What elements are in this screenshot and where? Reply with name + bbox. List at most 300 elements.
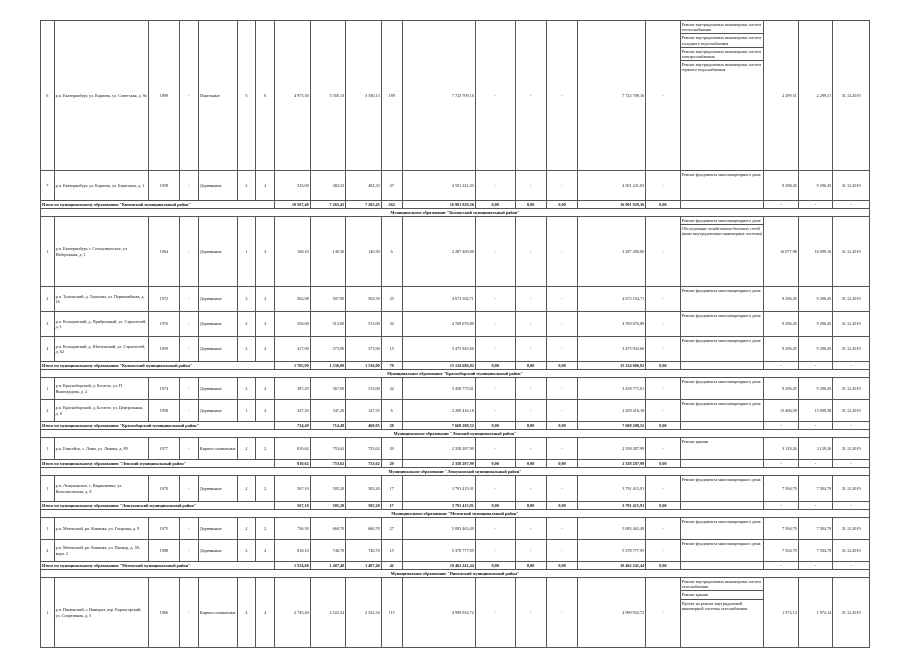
work-types-cell <box>680 578 764 648</box>
row-number: 2 <box>41 540 55 562</box>
work-type-item: Проект на ремонт внутридомовой инженерной системы газоснабжения <box>681 600 748 611</box>
wall-material-cell: Деревянные <box>198 378 237 400</box>
commission-year-cell: - <box>180 217 199 287</box>
local-budget-cell: - <box>546 518 577 540</box>
max-unit-cost-cell: 9 296,45 <box>798 337 832 362</box>
total-local: 0,00 <box>546 502 577 510</box>
total-regional: 0,00 <box>515 422 546 430</box>
residential-area-cell: 140,30 <box>346 217 382 287</box>
table-row <box>41 337 870 362</box>
residents-cell: 27 <box>381 171 402 201</box>
total-works-empty <box>680 422 764 430</box>
wall-material-cell: Деревянные <box>198 400 237 422</box>
total-local: 0,00 <box>546 460 577 468</box>
row-number: 1 <box>41 476 55 502</box>
wall-material-cell: Деревянные <box>198 287 237 312</box>
address-cell: р.п. Екатеринбург, г. Сельцовчатское, ул. Набережная, д. 1 <box>54 217 148 287</box>
total-regional: 0,00 <box>515 201 546 209</box>
max-unit-cost-cell: 9 296,45 <box>798 171 832 201</box>
total-unit-cost: - <box>764 562 798 570</box>
fund-cell: - <box>475 21 515 171</box>
total-area-cell: 387,29 <box>275 378 311 400</box>
total-row <box>41 460 870 468</box>
residents-cell: 32 <box>381 312 402 337</box>
work-type-item: Ремонт фундамента многоквартирного дома <box>681 217 764 225</box>
completion-date-cell: 31.12.2019 <box>833 400 870 422</box>
entrances-cell: 2 <box>256 378 275 400</box>
unit-cost-cell: 9 296,45 <box>764 312 798 337</box>
total-row <box>41 362 870 370</box>
work-types-cell <box>680 476 764 502</box>
repair-cost-cell: 4 769 076,89 <box>402 312 475 337</box>
total-label: Итого по муниципальному образованию "Кипенский муниципальный район" <box>41 201 275 209</box>
completion-date-cell: 31.12.2019 <box>833 312 870 337</box>
row-number: 1 <box>41 578 55 648</box>
residential-area-cell: 373,90 <box>346 337 382 362</box>
entrances-cell: 2 <box>256 217 275 287</box>
total-date: - <box>833 460 870 468</box>
fund-cell: - <box>475 378 515 400</box>
fund-cell: - <box>475 400 515 422</box>
residential-area-cell: 660,70 <box>346 518 382 540</box>
residents-cell: 22 <box>381 378 402 400</box>
commission-year-cell: - <box>180 518 199 540</box>
commission-year-cell: - <box>180 540 199 562</box>
floors-cell: 2 <box>237 378 256 400</box>
work-type-item: Ремонт внутридомовых инженерных систем газоснабжения <box>681 578 764 591</box>
completion-date-cell: 31.12.2019 <box>833 21 870 171</box>
wall-material-cell: Деревянные <box>198 476 237 502</box>
residents-cell: 27 <box>381 518 402 540</box>
total-premises-area: 714,49 <box>310 422 346 430</box>
fund-cell: - <box>475 518 515 540</box>
address-cell: р.п. Мезенский, рп. Каменка, ул. Пионер, д. 38, корп. 2 <box>54 540 148 562</box>
floors-cell: 2 <box>237 171 256 201</box>
total-premises-area: 505,20 <box>310 502 346 510</box>
completion-date-cell: 31.12.2019 <box>833 518 870 540</box>
total-fund: 0,00 <box>475 422 515 430</box>
work-type-item: Ремонт фундамента многоквартирного дома <box>681 519 761 524</box>
address-cell: р.п. Енисейск, с. Лены, ул. Ленина, д. 89 <box>54 438 148 460</box>
max-unit-cost-cell: 15 009,58 <box>798 400 832 422</box>
residents-cell: 15 <box>381 337 402 362</box>
regional-budget-cell: - <box>515 540 546 562</box>
total-owners: 16 901 929,36 <box>578 201 646 209</box>
total-area-cell: 818,10 <box>275 540 311 562</box>
year-cell: 1959 <box>148 337 179 362</box>
total-max-unit-cost: - <box>798 460 832 468</box>
completion-date-cell: 31.12.2019 <box>833 540 870 562</box>
table-row <box>41 217 870 287</box>
completion-date-cell: 31.12.2019 <box>833 378 870 400</box>
owners-funds-cell: 2 358 287,99 <box>578 438 646 460</box>
address-cell: р.п. Кольцовский, д. Прибрежный, ул. Строителей, д. 1 <box>54 312 148 337</box>
year-cell: 1958 <box>148 400 179 422</box>
total-unit-cost: - <box>764 502 798 510</box>
entrances-cell: 2 <box>256 312 275 337</box>
work-types-cell <box>680 312 764 337</box>
total-regional: 0,00 <box>515 362 546 370</box>
total-area: 10 567,40 <box>275 201 311 209</box>
floors-cell: 2 <box>237 540 256 562</box>
max-unit-cost-cell: 9 296,45 <box>798 312 832 337</box>
unit-cost-cell: 3 129,26 <box>764 438 798 460</box>
entrances-cell: 2 <box>256 287 275 312</box>
total-works-empty <box>680 460 764 468</box>
total-unit-cost: - <box>764 460 798 468</box>
residents-cell: 6 <box>381 217 402 287</box>
premises-area-cell: 347,20 <box>310 400 346 422</box>
total-max-unit-cost: - <box>798 562 832 570</box>
premises-area-cell: 484,33 <box>310 171 346 201</box>
total-fund: 0,00 <box>475 562 515 570</box>
residential-area-cell: 3 350,13 <box>346 21 382 171</box>
total-date: - <box>833 201 870 209</box>
work-type-item: Ремонт фундамента многоквартирного дома <box>681 541 761 546</box>
local-budget-cell: - <box>546 21 577 171</box>
total-owners: 15 124 686,82 <box>578 362 646 370</box>
total-area: 1 554,60 <box>275 562 311 570</box>
entrances-cell: 2 <box>256 540 275 562</box>
total-label: Итого по муниципальному образованию "Мезенский муниципальный район" <box>41 562 275 570</box>
row-number: 4 <box>41 337 55 362</box>
total-row <box>41 502 870 510</box>
total-premises-area: 1 536,00 <box>310 362 346 370</box>
total-cost: 7 668 208,52 <box>402 422 475 430</box>
work-type-item: Ремонт фундамента многоквартирного дома <box>681 172 761 177</box>
work-types-cell <box>680 337 764 362</box>
owners-funds-cell: 4 769 076,89 <box>578 312 646 337</box>
repair-cost-cell: 3 475 943,66 <box>402 337 475 362</box>
residential-area-cell: 2 522,34 <box>346 578 382 648</box>
owners-funds-cell: 7 723 709,16 <box>578 21 646 171</box>
total-regional: 0,00 <box>515 562 546 570</box>
wall-material-cell: Кирпич силикатные <box>198 578 237 648</box>
table-row <box>41 312 870 337</box>
total-date: - <box>833 502 870 510</box>
table-row <box>41 476 870 502</box>
total-unit-cost: - <box>764 362 798 370</box>
work-type-item: Ремонт фундамента многоквартирного дома <box>681 477 761 482</box>
residents-cell: 15 <box>381 540 402 562</box>
total-works-empty <box>680 201 764 209</box>
entrances-cell: 2 <box>256 476 275 502</box>
total-local: 0,00 <box>546 422 577 430</box>
total-residents: 28 <box>381 422 402 430</box>
document-page <box>40 20 870 648</box>
floors-cell: 5 <box>237 21 256 171</box>
completion-date-cell: 31.12.2019 <box>833 171 870 201</box>
completion-date-cell: 31.12.2019 <box>833 287 870 312</box>
other-funds-cell: - <box>646 518 680 540</box>
total-cost: 2 358 287,99 <box>402 460 475 468</box>
regional-budget-cell: - <box>515 438 546 460</box>
max-unit-cost-cell: 2 299,51 <box>798 21 832 171</box>
max-unit-cost-cell: 9 296,45 <box>798 378 832 400</box>
total-residential-area: 7 265,45 <box>346 201 382 209</box>
total-label: Итого по муниципальному образованию "Красноборский муниципальный район" <box>41 422 275 430</box>
premises-area-cell: 753,62 <box>310 438 346 460</box>
total-cost: 3 791 415,91 <box>402 502 475 510</box>
repair-cost-cell: 4 999 932,72 <box>402 578 475 648</box>
entrances-cell: 6 <box>256 21 275 171</box>
total-fund: 0,00 <box>475 201 515 209</box>
address-cell: р.п. Пинежский, г. Нянюрьт, пер. Карпогорский, ул. Спортивная, д. 5 <box>54 578 148 648</box>
repair-cost-cell: 2 358 287,99 <box>402 438 475 460</box>
owners-funds-cell: 2 287 400,00 <box>578 217 646 287</box>
floors-cell: 2 <box>237 337 256 362</box>
total-area-cell: 567,10 <box>275 476 311 502</box>
total-other: 0,00 <box>646 502 680 510</box>
unit-cost-cell: 7 504,79 <box>764 476 798 502</box>
table-row <box>41 287 870 312</box>
floors-cell: 4 <box>237 578 256 648</box>
table-row <box>41 518 870 540</box>
wall-material-cell: Деревянные <box>198 337 237 362</box>
repair-cost-cell: 2 287 400,00 <box>402 217 475 287</box>
municipality-title: Муниципальное образование "Колпасский муниципальный район" <box>41 209 870 217</box>
owners-funds-cell: 3 791 415,91 <box>578 476 646 502</box>
regional-budget-cell: - <box>515 378 546 400</box>
fund-cell: - <box>475 171 515 201</box>
work-types-cell <box>680 287 764 312</box>
total-area: 734,49 <box>275 422 311 430</box>
owners-funds-cell: 4 501 241,03 <box>578 171 646 201</box>
year-cell: 1958 <box>148 171 179 201</box>
fund-cell: - <box>475 578 515 648</box>
regional-budget-cell: - <box>515 312 546 337</box>
residential-area-cell: 746,70 <box>346 540 382 562</box>
repair-cost-cell: 5 378 777,95 <box>402 540 475 562</box>
unit-cost-cell: 9 296,45 <box>764 337 798 362</box>
year-cell: 1964 <box>148 217 179 287</box>
total-regional: 0,00 <box>515 460 546 468</box>
local-budget-cell: - <box>546 578 577 648</box>
premises-area-cell: 3 350,13 <box>310 21 346 171</box>
wall-material-cell: Деревянные <box>198 540 237 562</box>
row-number: 1 <box>41 518 55 540</box>
other-funds-cell: - <box>646 171 680 201</box>
total-local: 0,00 <box>546 201 577 209</box>
max-unit-cost-cell: 7 504,79 <box>798 540 832 562</box>
repair-cost-cell: 2 209 416,18 <box>402 400 475 422</box>
other-funds-cell: - <box>646 578 680 648</box>
year-cell: 1899 <box>148 21 179 171</box>
residential-area-cell: 513,00 <box>346 312 382 337</box>
total-residents: 78 <box>381 362 402 370</box>
residents-cell: 17 <box>381 476 402 502</box>
total-works-empty <box>680 502 764 510</box>
premises-area-cell: 2 522,34 <box>310 578 346 648</box>
residents-cell: 25 <box>381 287 402 312</box>
other-funds-cell: - <box>646 337 680 362</box>
total-date: - <box>833 362 870 370</box>
fund-cell: - <box>475 438 515 460</box>
municipality-title: Муниципальное образование "Ленский муниципальный район" <box>41 430 870 438</box>
other-funds-cell: - <box>646 378 680 400</box>
work-type-item: Ремонт фундамента многоквартирного дома <box>681 338 761 343</box>
address-cell: р.п. Туношский, д. Туношна, ул. Первомайская, д. 16 <box>54 287 148 312</box>
address-cell: р.п. Красноборский, д. Богатое, ул. Центральная, д. 9 <box>54 400 148 422</box>
premises-area-cell: 507,90 <box>310 287 346 312</box>
max-unit-cost-cell: 16 099,16 <box>798 217 832 287</box>
municipality-title: Муниципальное образование "Лешуконский муниципальный район" <box>41 468 870 476</box>
owners-funds-cell: 5 083 463,49 <box>578 518 646 540</box>
work-types-cell <box>680 171 764 201</box>
total-premises-area: 7 265,45 <box>310 201 346 209</box>
table-row <box>41 171 870 201</box>
local-budget-cell: - <box>546 378 577 400</box>
total-residents: 42 <box>381 562 402 570</box>
work-type-item: Ремонт фундамента многоквартирного дома <box>681 313 761 318</box>
total-cost: 10 462 241,44 <box>402 562 475 570</box>
total-max-unit-cost: - <box>798 502 832 510</box>
work-types-cell <box>680 378 764 400</box>
total-cost: 16 901 929,36 <box>402 201 475 209</box>
wall-material-cell: Кирпич силикатные <box>198 438 237 460</box>
total-local: 0,00 <box>546 562 577 570</box>
total-premises-area: 753,62 <box>310 460 346 468</box>
work-type-item: Ремонт внутридомовых инженерных систем холодного водоснабжения <box>681 34 764 47</box>
residential-area-cell: 753,62 <box>346 438 382 460</box>
other-funds-cell: - <box>646 217 680 287</box>
total-cost: 15 124 686,82 <box>402 362 475 370</box>
total-local: 0,00 <box>546 362 577 370</box>
regional-budget-cell: - <box>515 518 546 540</box>
floors-cell: 2 <box>237 518 256 540</box>
repair-program-table <box>40 20 870 648</box>
premises-area-cell: 505,20 <box>310 476 346 502</box>
row-number: 7 <box>41 171 55 201</box>
total-label: Итого по муниципальному образованию "Колпасский муниципальный район" <box>41 362 275 370</box>
total-residents: 262 <box>381 201 402 209</box>
municipality-header <box>41 370 870 378</box>
work-types-cell <box>680 518 764 540</box>
repair-cost-cell: 4 673 104,71 <box>402 287 475 312</box>
other-funds-cell: - <box>646 21 680 171</box>
owners-funds-cell: 3 458 775,01 <box>578 378 646 400</box>
owners-funds-cell: 3 475 943,66 <box>578 337 646 362</box>
total-max-unit-cost: - <box>798 201 832 209</box>
residents-cell: 189 <box>381 21 402 171</box>
commission-year-cell: - <box>180 21 199 171</box>
total-residents: 17 <box>381 502 402 510</box>
premises-area-cell: 373,90 <box>310 337 346 362</box>
row-number: 1 <box>41 217 55 287</box>
total-label: Итого по муниципальному образованию "Ленский муниципальный район" <box>41 460 275 468</box>
total-fund: 0,00 <box>475 502 515 510</box>
work-type-item: Ремонт крыши <box>681 439 709 444</box>
premises-area-cell: 746,70 <box>310 540 346 562</box>
repair-cost-cell: 3 458 775,01 <box>402 378 475 400</box>
total-label: Итого по муниципальному образованию "Лешуконский муниципальный район" <box>41 502 275 510</box>
residential-area-cell: 484,33 <box>346 171 382 201</box>
commission-year-cell: - <box>180 438 199 460</box>
year-cell: 1966 <box>148 578 179 648</box>
work-type-item: Ремонт внутридомовых инженерных систем электроснабжения <box>681 48 764 61</box>
total-area: 567,10 <box>275 502 311 510</box>
max-unit-cost-cell: 9 296,45 <box>798 287 832 312</box>
entrances-cell: 4 <box>256 578 275 648</box>
municipality-header <box>41 430 870 438</box>
unit-cost-cell: 9 298,45 <box>764 171 798 201</box>
completion-date-cell: 31.12.2019 <box>833 337 870 362</box>
address-cell: р.п. Екатеринбург, ул. Карпова, ул. Береговая, д. 1 <box>54 171 148 201</box>
municipality-title: Муниципальное образование "Мезенский муниципальный район" <box>41 510 870 518</box>
table-row <box>41 438 870 460</box>
regional-budget-cell: - <box>515 217 546 287</box>
total-row <box>41 201 870 209</box>
unit-cost-cell: 9 296,45 <box>764 378 798 400</box>
entrances-cell: 4 <box>256 400 275 422</box>
owners-funds-cell: 4 999 932,72 <box>578 578 646 648</box>
total-other: 0,00 <box>646 201 680 209</box>
work-type-item: Ремонт фундамента многоквартирного дома <box>681 288 761 293</box>
repair-cost-cell: 5 083 463,49 <box>402 518 475 540</box>
row-number: 1 <box>41 378 55 400</box>
other-funds-cell: - <box>646 540 680 562</box>
fund-cell: - <box>475 337 515 362</box>
floors-cell: 2 <box>237 287 256 312</box>
local-budget-cell: - <box>546 312 577 337</box>
total-area: 810,62 <box>275 460 311 468</box>
premises-area-cell: 660,70 <box>310 518 346 540</box>
unit-cost-cell: 1 974,14 <box>764 578 798 648</box>
regional-budget-cell: - <box>515 400 546 422</box>
unit-cost-cell: 15 406,58 <box>764 400 798 422</box>
repair-cost-cell: 3 791 415,91 <box>402 476 475 502</box>
fund-cell: - <box>475 217 515 287</box>
work-types-cell <box>680 438 764 460</box>
total-unit-cost: - <box>764 201 798 209</box>
total-works-empty <box>680 562 764 570</box>
municipality-title: Муниципальное образование "Пинежский муниципальный район" <box>41 570 870 578</box>
total-residents: 29 <box>381 460 402 468</box>
other-funds-cell: - <box>646 438 680 460</box>
commission-year-cell: - <box>180 578 199 648</box>
address-cell: р.п. Мезенский, рп. Каменка, ул. Гагарина, д. 9 <box>54 518 148 540</box>
address-cell: р.п. Екатеринбург, ул. Карпова, ул. Советская, д. 9а <box>54 21 148 171</box>
total-area-cell: 562,98 <box>275 287 311 312</box>
regional-budget-cell: - <box>515 578 546 648</box>
total-other: 0,00 <box>646 460 680 468</box>
premises-area-cell: 513,00 <box>310 312 346 337</box>
wall-material-cell: Деревянные <box>198 312 237 337</box>
wall-material-cell: Деревянные <box>198 217 237 287</box>
total-max-unit-cost: - <box>798 362 832 370</box>
total-max-unit-cost: - <box>798 422 832 430</box>
residential-area-cell: 505,20 <box>346 476 382 502</box>
work-types-cell <box>680 217 764 287</box>
row-number: 3 <box>41 312 55 337</box>
owners-funds-cell: 5 378 777,95 <box>578 540 646 562</box>
address-cell: р.п. Лешуконское, с. Вырыпаевка, ул. Комсомольская, д. 8 <box>54 476 148 502</box>
entrances-cell: 2 <box>256 337 275 362</box>
total-row <box>41 422 870 430</box>
regional-budget-cell: - <box>515 287 546 312</box>
residents-cell: 115 <box>381 578 402 648</box>
owners-funds-cell: 2 209 416,18 <box>578 400 646 422</box>
fund-cell: - <box>475 540 515 562</box>
other-funds-cell: - <box>646 287 680 312</box>
total-other: 0,00 <box>646 422 680 430</box>
total-area: 1 705,90 <box>275 362 311 370</box>
total-area-cell: 2 745,40 <box>275 578 311 648</box>
year-cell: 1970 <box>148 476 179 502</box>
completion-date-cell: 31.12.2019 <box>833 578 870 648</box>
wall-material-cell: Деревянные <box>198 518 237 540</box>
total-unit-cost: - <box>764 422 798 430</box>
